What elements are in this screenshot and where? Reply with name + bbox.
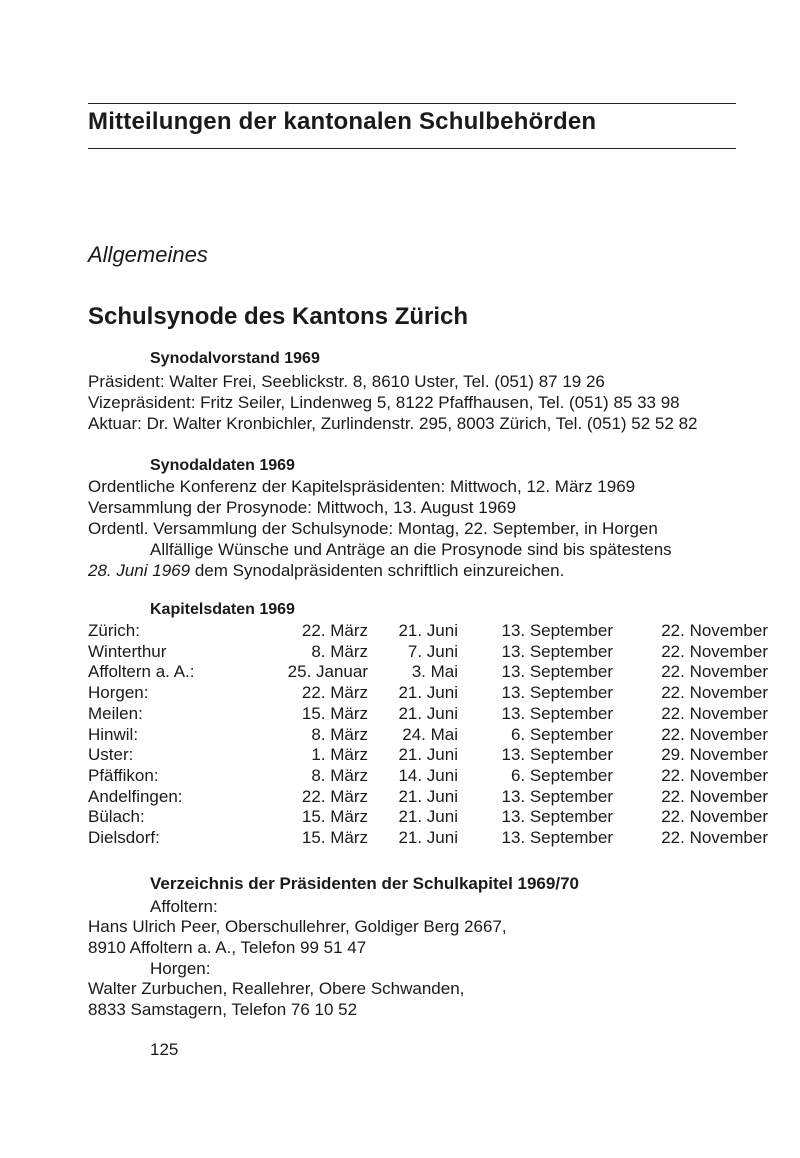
kapitel-date-3: 13. September xyxy=(501,641,613,661)
kapitel-date-1: 22. März xyxy=(301,621,368,640)
kapitel-date-2: 21. Juni xyxy=(398,786,458,806)
horgen-label: Horgen: xyxy=(150,959,211,978)
kapitel-date-4: 22. November xyxy=(661,724,768,744)
kapitel-date-2: 14. Juni xyxy=(398,765,458,785)
kapitel-date-2: 21. Juni xyxy=(398,807,458,827)
kapitel-date-2: 21. Juni xyxy=(398,828,458,848)
kapitel-date-1: 25. Januar xyxy=(287,662,368,682)
kapitel-date-1: 15. März xyxy=(301,703,368,723)
kapitel-date-1: 8. März xyxy=(311,724,368,744)
table-row xyxy=(88,828,768,849)
kapitel-date-3: 13. September xyxy=(501,703,613,723)
vorstand-heading: Synodalvorstand 1969 xyxy=(150,350,320,367)
daten-line: Ordentliche Konferenz der Kapitelspräsidenten: Mittwoch, 12. März 1969 xyxy=(88,477,636,496)
kapitel-date-1: 1. März xyxy=(311,745,368,765)
kapitel-place: Winterthur xyxy=(88,641,167,661)
daten-line: Ordentl. Versammlung der Schulsynode: Montag, 22. September, in Horgen xyxy=(88,519,658,538)
kapitel-heading: Kapitelsdaten 1969 xyxy=(150,601,295,618)
kapitel-date-4: 29. November xyxy=(661,745,768,765)
table-row xyxy=(88,766,768,787)
kapitel-date-3: 6. September xyxy=(510,724,613,744)
kapitel-table xyxy=(88,621,768,849)
horgen-line: 8833 Samstagern, Telefon 76 10 52 xyxy=(88,1000,358,1019)
kapitel-date-1: 15. März xyxy=(301,828,368,848)
kapitel-date-3: 13. September xyxy=(501,662,613,682)
page-number: 125 xyxy=(150,1040,179,1059)
kapitel-place: Meilen: xyxy=(88,703,143,723)
table-row xyxy=(88,642,768,663)
kapitel-date-1: 8. März xyxy=(311,641,368,661)
vorstand-line: Aktuar: Dr. Walter Kronbichler, Zurlindenstr. 295, 8003 Zürich, Tel. (051) 52 52 82 xyxy=(88,414,698,433)
kapitel-date-1: 22. März xyxy=(301,683,368,703)
daten-note-rest: dem Synodalpräsidenten schriftlich einzureichen. xyxy=(190,561,565,580)
kapitel-date-1: 8. März xyxy=(311,765,368,785)
kapitel-date-1: 22. März xyxy=(301,786,368,806)
table-row xyxy=(88,683,768,704)
kapitel-date-4: 22. November xyxy=(661,641,768,661)
page-header-title: Mitteilungen der kantonalen Schulbehörden xyxy=(88,108,597,135)
vorstand-line: Präsident: Walter Frei, Seeblickstr. 8, 8610 Uster, Tel. (051) 87 19 26 xyxy=(88,372,605,391)
daten-heading: Synodaldaten 1969 xyxy=(150,457,295,474)
kapitel-date-3: 13. September xyxy=(501,683,613,703)
kapitel-place: Zürich: xyxy=(88,621,140,640)
kapitel-date-4: 22. November xyxy=(661,765,768,785)
kapitel-date-4: 22. November xyxy=(661,807,768,827)
kapitel-date-4: 22. November xyxy=(661,828,768,848)
kapitel-date-4: 22. November xyxy=(661,662,768,682)
table-row xyxy=(88,725,768,746)
praesidenten-heading: Verzeichnis der Präsidenten der Schulkapitel 1969/70 xyxy=(150,874,579,893)
kapitel-date-3: 6. September xyxy=(510,765,613,785)
section-heading: Allgemeines xyxy=(88,242,208,267)
daten-note-line: Allfällige Wünsche und Anträge an die Prosynode sind bis spätestens xyxy=(150,540,672,559)
kapitel-date-4: 22. November xyxy=(661,683,768,703)
kapitel-date-3: 13. September xyxy=(501,786,613,806)
kapitel-date-2: 21. Juni xyxy=(398,745,458,765)
kapitel-date-2: 21. Juni xyxy=(398,683,458,703)
table-row xyxy=(88,662,768,683)
daten-note-line xyxy=(88,561,564,581)
kapitel-place: Dielsdorf: xyxy=(88,828,160,848)
affoltern-label: Affoltern: xyxy=(150,897,218,916)
kapitel-date-3: 13. September xyxy=(501,828,613,848)
kapitel-place: Uster: xyxy=(88,745,134,765)
daten-line: Versammlung der Prosynode: Mittwoch, 13. August 1969 xyxy=(88,498,517,517)
kapitel-date-2: 7. Juni xyxy=(407,641,458,661)
kapitel-place: Pfäffikon: xyxy=(88,765,159,785)
kapitel-place: Hinwil: xyxy=(88,724,139,744)
table-row xyxy=(88,704,768,725)
kapitel-place: Bülach: xyxy=(88,807,145,827)
kapitel-date-2: 21. Juni xyxy=(398,703,458,723)
synode-title: Schulsynode des Kantons Zürich xyxy=(88,303,469,330)
affoltern-line: 8910 Affoltern a. A., Telefon 99 51 47 xyxy=(88,938,367,957)
kapitel-date-2: 24. Mai xyxy=(402,724,458,744)
kapitel-place: Horgen: xyxy=(88,683,149,703)
kapitel-date-2: 21. Juni xyxy=(398,621,458,640)
affoltern-line: Hans Ulrich Peer, Oberschullehrer, Goldiger Berg 2667, xyxy=(88,917,507,936)
kapitel-date-2: 3. Mai xyxy=(411,662,458,682)
kapitel-place: Andelfingen: xyxy=(88,786,183,806)
table-row xyxy=(88,807,768,828)
kapitel-date-4: 22. November xyxy=(661,621,768,640)
kapitel-date-1: 15. März xyxy=(301,807,368,827)
kapitel-date-4: 22. November xyxy=(661,703,768,723)
horgen-line: Walter Zurbuchen, Reallehrer, Obere Schwanden, xyxy=(88,979,465,998)
table-row xyxy=(88,787,768,808)
kapitel-date-3: 13. September xyxy=(501,745,613,765)
header-rule-top xyxy=(88,103,736,104)
header-rule-bottom xyxy=(88,148,736,149)
deadline-date: 28. Juni 1969 xyxy=(88,561,191,580)
vorstand-line: Vizepräsident: Fritz Seiler, Lindenweg 5, 8122 Pfaffhausen, Tel. (051) 85 33 98 xyxy=(88,393,680,412)
kapitel-place: Affoltern a. A.: xyxy=(88,662,195,682)
kapitel-date-3: 13. September xyxy=(501,621,613,640)
table-row xyxy=(88,745,768,766)
kapitel-date-3: 13. September xyxy=(501,807,613,827)
table-row xyxy=(88,621,768,642)
kapitel-date-4: 22. November xyxy=(661,786,768,806)
